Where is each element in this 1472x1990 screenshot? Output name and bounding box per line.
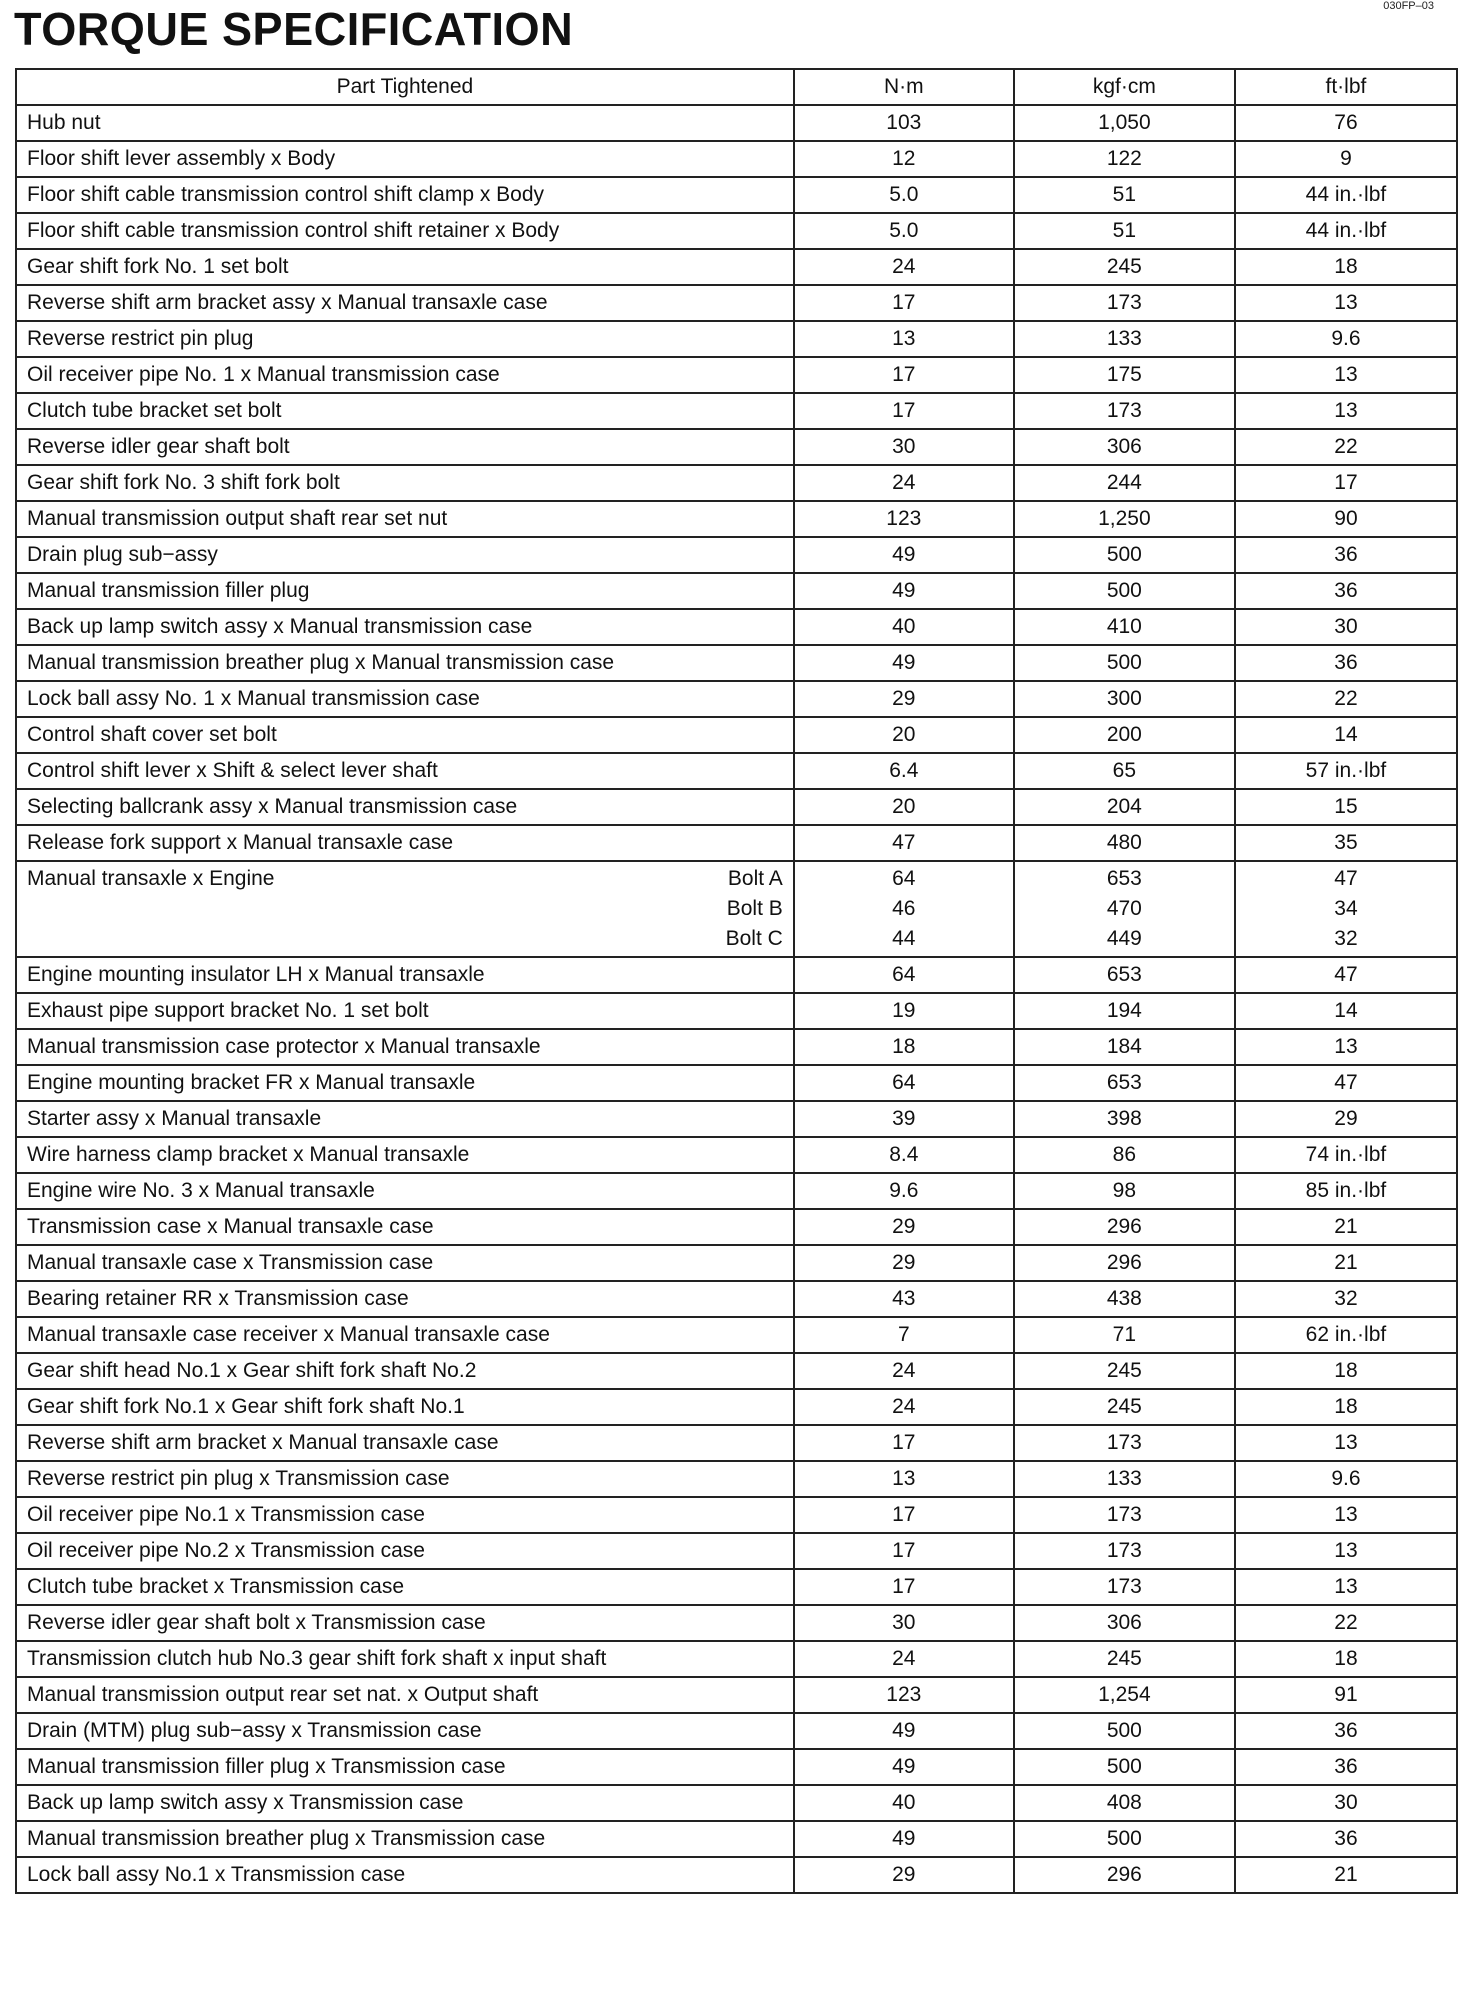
kgfcm-cell: 175 <box>1014 357 1235 393</box>
table-row <box>16 1281 1457 1317</box>
ftlbf-cell: 17 <box>1235 465 1457 501</box>
nm-cell: 64 <box>794 957 1014 993</box>
ftlbf-cell: 22 <box>1235 429 1457 465</box>
part-cell: Reverse idler gear shaft bolt <box>16 429 794 465</box>
kgfcm-cell: 173 <box>1014 1569 1235 1605</box>
page-title: TORQUE SPECIFICATION <box>14 3 574 55</box>
nm-cell: 40 <box>794 1785 1014 1821</box>
ftlbf-cell: 36 <box>1235 573 1457 609</box>
table-row <box>16 1785 1457 1821</box>
table-row <box>16 789 1457 825</box>
value: 653 <box>1106 867 1142 890</box>
part-cell: Gear shift fork No.1 x Gear shift fork shaft No.1 <box>16 1389 794 1425</box>
kgfcm-cell: 51 <box>1014 213 1235 249</box>
kgfcm-cell: 204 <box>1014 789 1235 825</box>
kgfcm-cell: 296 <box>1014 1857 1235 1893</box>
table-row <box>16 285 1457 321</box>
table-row <box>16 1569 1457 1605</box>
nm-cell: 49 <box>794 1749 1014 1785</box>
bolt-label: Bolt A <box>727 867 783 890</box>
kgfcm-cell: 653 <box>1014 1065 1235 1101</box>
value: 44 <box>892 927 916 950</box>
nm-cell: 20 <box>794 789 1014 825</box>
table-row <box>16 105 1457 141</box>
nm-cell: 24 <box>794 249 1014 285</box>
table-row <box>16 1713 1457 1749</box>
part-cell: Manual transmission breather plug x Manual transmission case <box>16 645 794 681</box>
table-row <box>16 429 1457 465</box>
kgfcm-cell: 194 <box>1014 993 1235 1029</box>
kgfcm-cell: 173 <box>1014 1425 1235 1461</box>
kgfcm-cell: 1,050 <box>1014 105 1235 141</box>
table-row <box>16 1425 1457 1461</box>
ftlbf-cell: 21 <box>1235 1857 1457 1893</box>
part-cell: Back up lamp switch assy x Manual transmission case <box>16 609 794 645</box>
part-cell: Exhaust pipe support bracket No. 1 set bolt <box>16 993 794 1029</box>
kgfcm-cell: 245 <box>1014 1641 1235 1677</box>
table-row <box>16 1677 1457 1713</box>
nm-cell: 64 <box>794 1065 1014 1101</box>
nm-cell: 13 <box>794 321 1014 357</box>
kgfcm-cell: 245 <box>1014 249 1235 285</box>
nm-cell: 29 <box>794 681 1014 717</box>
ftlbf-cell: 36 <box>1235 1749 1457 1785</box>
ftlbf-cell: 85 in.·lbf <box>1235 1173 1457 1209</box>
kgfcm-cell: 245 <box>1014 1389 1235 1425</box>
ftlbf-cell: 74 in.·lbf <box>1235 1137 1457 1173</box>
part-cell: Manual transaxle case x Transmission case <box>16 1245 794 1281</box>
table-row <box>16 1245 1457 1281</box>
nm-cell: 20 <box>794 717 1014 753</box>
ftlbf-cell: 47 <box>1235 1065 1457 1101</box>
nm-cell: 49 <box>794 573 1014 609</box>
nm-cell: 9.6 <box>794 1173 1014 1209</box>
nm-cell: 49 <box>794 645 1014 681</box>
part-cell: Back up lamp switch assy x Transmission case <box>16 1785 794 1821</box>
kgfcm-cell: 51 <box>1014 177 1235 213</box>
kgfcm-cell: 500 <box>1014 537 1235 573</box>
nm-cell: 17 <box>794 1497 1014 1533</box>
nm-cell: 13 <box>794 1461 1014 1497</box>
value: 32 <box>1334 927 1358 950</box>
kgfcm-cell: 71 <box>1014 1317 1235 1353</box>
nm-cell: 17 <box>794 1569 1014 1605</box>
part-cell: Reverse restrict pin plug <box>16 321 794 357</box>
nm-cell: 17 <box>794 1533 1014 1569</box>
part-cell: Oil receiver pipe No.1 x Transmission case <box>16 1497 794 1533</box>
table-row <box>16 1101 1457 1137</box>
part-cell: Oil receiver pipe No. 1 x Manual transmission case <box>16 357 794 393</box>
table-row <box>16 357 1457 393</box>
kgfcm-cell: 653 <box>1014 957 1235 993</box>
column-header-part: Part Tightened <box>16 69 794 105</box>
ftlbf-cell: 44 in.·lbf <box>1235 213 1457 249</box>
table-row <box>16 717 1457 753</box>
bolt-label: Bolt B <box>726 897 783 920</box>
nm-cell: 123 <box>794 501 1014 537</box>
ftlbf-cell: 18 <box>1235 1389 1457 1425</box>
ftlbf-cell: 30 <box>1235 609 1457 645</box>
nm-cell: 5.0 <box>794 213 1014 249</box>
part-cell: Lock ball assy No. 1 x Manual transmission case <box>16 681 794 717</box>
kgfcm-cell: 306 <box>1014 429 1235 465</box>
table-row <box>16 681 1457 717</box>
kgfcm-cell: 500 <box>1014 1821 1235 1857</box>
part-cell <box>16 861 794 957</box>
torque-spec-table <box>15 68 1458 1894</box>
part-cell: Drain plug sub−assy <box>16 537 794 573</box>
part-cell: Transmission clutch hub No.3 gear shift fork shaft x input shaft <box>16 1641 794 1677</box>
nm-cell: 47 <box>794 825 1014 861</box>
nm-cell: 8.4 <box>794 1137 1014 1173</box>
kgfcm-cell: 408 <box>1014 1785 1235 1821</box>
ftlbf-cell: 32 <box>1235 1281 1457 1317</box>
table-row <box>16 1173 1457 1209</box>
value: 34 <box>1334 897 1358 920</box>
ftlbf-cell: 62 in.·lbf <box>1235 1317 1457 1353</box>
ftlbf-cell <box>1235 861 1457 957</box>
kgfcm-cell: 184 <box>1014 1029 1235 1065</box>
nm-cell: 17 <box>794 1425 1014 1461</box>
ftlbf-cell: 13 <box>1235 1533 1457 1569</box>
table-row <box>16 825 1457 861</box>
nm-cell: 18 <box>794 1029 1014 1065</box>
table-row <box>16 1857 1457 1893</box>
part-cell: Oil receiver pipe No.2 x Transmission case <box>16 1533 794 1569</box>
ftlbf-cell: 36 <box>1235 537 1457 573</box>
nm-cell: 5.0 <box>794 177 1014 213</box>
nm-cell: 43 <box>794 1281 1014 1317</box>
table-row <box>16 537 1457 573</box>
part-cell: Engine wire No. 3 x Manual transaxle <box>16 1173 794 1209</box>
ftlbf-cell: 9.6 <box>1235 1461 1457 1497</box>
nm-cell: 49 <box>794 1821 1014 1857</box>
ftlbf-cell: 91 <box>1235 1677 1457 1713</box>
bolt-label: Bolt C <box>725 927 783 950</box>
kgfcm-cell: 500 <box>1014 573 1235 609</box>
table-row <box>16 1605 1457 1641</box>
part-cell: Wire harness clamp bracket x Manual transaxle <box>16 1137 794 1173</box>
value: 470 <box>1106 897 1142 920</box>
nm-cell: 29 <box>794 1245 1014 1281</box>
nm-cell: 24 <box>794 1389 1014 1425</box>
value: 64 <box>892 867 916 890</box>
table-row <box>16 1461 1457 1497</box>
nm-cell: 17 <box>794 357 1014 393</box>
ftlbf-cell: 14 <box>1235 717 1457 753</box>
ftlbf-cell: 30 <box>1235 1785 1457 1821</box>
ftlbf-cell: 21 <box>1235 1245 1457 1281</box>
column-header-nm: N·m <box>794 69 1014 105</box>
nm-cell: 12 <box>794 141 1014 177</box>
ftlbf-cell: 15 <box>1235 789 1457 825</box>
ftlbf-cell: 36 <box>1235 1713 1457 1749</box>
part-cell: Gear shift fork No. 3 shift fork bolt <box>16 465 794 501</box>
kgfcm-cell: 200 <box>1014 717 1235 753</box>
kgfcm-cell: 133 <box>1014 1461 1235 1497</box>
table-row <box>16 1317 1457 1353</box>
kgfcm-cell: 480 <box>1014 825 1235 861</box>
ftlbf-cell: 35 <box>1235 825 1457 861</box>
part-cell: Selecting ballcrank assy x Manual transmission case <box>16 789 794 825</box>
part-cell: Manual transmission filler plug x Transmission case <box>16 1749 794 1785</box>
kgfcm-cell: 244 <box>1014 465 1235 501</box>
ftlbf-cell: 36 <box>1235 645 1457 681</box>
table-row <box>16 249 1457 285</box>
part-cell: Engine mounting insulator LH x Manual transaxle <box>16 957 794 993</box>
part-cell: Hub nut <box>16 105 794 141</box>
kgfcm-cell: 173 <box>1014 285 1235 321</box>
ftlbf-cell: 22 <box>1235 1605 1457 1641</box>
table-row <box>16 321 1457 357</box>
kgfcm-cell: 86 <box>1014 1137 1235 1173</box>
table-header-row <box>16 69 1457 105</box>
table-row <box>16 1065 1457 1101</box>
part-cell: Lock ball assy No.1 x Transmission case <box>16 1857 794 1893</box>
part-cell: Manual transmission breather plug x Transmission case <box>16 1821 794 1857</box>
nm-cell: 19 <box>794 993 1014 1029</box>
kgfcm-cell: 438 <box>1014 1281 1235 1317</box>
nm-cell: 49 <box>794 537 1014 573</box>
table-row <box>16 993 1457 1029</box>
nm-cell: 17 <box>794 285 1014 321</box>
ftlbf-cell: 18 <box>1235 1641 1457 1677</box>
table-row-multi-bolt <box>16 861 1457 957</box>
kgfcm-cell: 296 <box>1014 1245 1235 1281</box>
ftlbf-cell: 47 <box>1235 957 1457 993</box>
kgfcm-cell: 245 <box>1014 1353 1235 1389</box>
ftlbf-cell: 76 <box>1235 105 1457 141</box>
part-cell: Reverse idler gear shaft bolt x Transmission case <box>16 1605 794 1641</box>
nm-cell: 17 <box>794 393 1014 429</box>
nm-cell: 103 <box>794 105 1014 141</box>
kgfcm-cell: 410 <box>1014 609 1235 645</box>
table-row <box>16 609 1457 645</box>
table-row <box>16 141 1457 177</box>
part-label: Manual transaxle x Engine <box>27 867 275 890</box>
value: 47 <box>1334 867 1358 890</box>
kgfcm-cell: 300 <box>1014 681 1235 717</box>
part-cell: Starter assy x Manual transaxle <box>16 1101 794 1137</box>
table-row <box>16 177 1457 213</box>
ftlbf-cell: 9.6 <box>1235 321 1457 357</box>
nm-cell: 29 <box>794 1857 1014 1893</box>
table-row <box>16 465 1457 501</box>
kgfcm-cell: 500 <box>1014 1713 1235 1749</box>
part-cell: Release fork support x Manual transaxle case <box>16 825 794 861</box>
kgfcm-cell: 398 <box>1014 1101 1235 1137</box>
nm-cell: 7 <box>794 1317 1014 1353</box>
ftlbf-cell: 21 <box>1235 1209 1457 1245</box>
nm-cell: 24 <box>794 465 1014 501</box>
ftlbf-cell: 9 <box>1235 141 1457 177</box>
table-row <box>16 213 1457 249</box>
kgfcm-cell: 500 <box>1014 1749 1235 1785</box>
column-header-kgfcm: kgf·cm <box>1014 69 1235 105</box>
ftlbf-cell: 13 <box>1235 1497 1457 1533</box>
table-row <box>16 1821 1457 1857</box>
nm-cell: 30 <box>794 1605 1014 1641</box>
nm-cell: 40 <box>794 609 1014 645</box>
part-cell: Drain (MTM) plug sub−assy x Transmission case <box>16 1713 794 1749</box>
kgfcm-cell: 1,254 <box>1014 1677 1235 1713</box>
ftlbf-cell: 14 <box>1235 993 1457 1029</box>
kgfcm-cell: 173 <box>1014 1533 1235 1569</box>
kgfcm-cell: 296 <box>1014 1209 1235 1245</box>
ftlbf-cell: 13 <box>1235 285 1457 321</box>
nm-cell: 6.4 <box>794 753 1014 789</box>
table-row <box>16 1029 1457 1065</box>
nm-cell: 30 <box>794 429 1014 465</box>
table-row <box>16 957 1457 993</box>
kgfcm-cell: 173 <box>1014 393 1235 429</box>
kgfcm-cell: 98 <box>1014 1173 1235 1209</box>
kgfcm-cell: 500 <box>1014 645 1235 681</box>
part-cell: Clutch tube bracket x Transmission case <box>16 1569 794 1605</box>
kgfcm-cell: 306 <box>1014 1605 1235 1641</box>
kgfcm-cell: 122 <box>1014 141 1235 177</box>
table-row <box>16 1353 1457 1389</box>
ftlbf-cell: 36 <box>1235 1821 1457 1857</box>
table-row <box>16 1209 1457 1245</box>
ftlbf-cell: 18 <box>1235 1353 1457 1389</box>
table-row <box>16 1137 1457 1173</box>
table-row <box>16 1533 1457 1569</box>
part-cell: Manual transmission output shaft rear set nut <box>16 501 794 537</box>
part-cell: Clutch tube bracket set bolt <box>16 393 794 429</box>
part-cell: Floor shift cable transmission control shift clamp x Body <box>16 177 794 213</box>
part-cell: Bearing retainer RR x Transmission case <box>16 1281 794 1317</box>
table-row <box>16 1497 1457 1533</box>
part-cell: Control shift lever x Shift & select lever shaft <box>16 753 794 789</box>
kgfcm-cell: 173 <box>1014 1497 1235 1533</box>
table-row <box>16 753 1457 789</box>
kgfcm-cell: 133 <box>1014 321 1235 357</box>
ftlbf-cell: 44 in.·lbf <box>1235 177 1457 213</box>
part-cell: Floor shift cable transmission control shift retainer x Body <box>16 213 794 249</box>
ftlbf-cell: 13 <box>1235 1029 1457 1065</box>
nm-cell: 123 <box>794 1677 1014 1713</box>
table-row <box>16 1749 1457 1785</box>
nm-cell: 29 <box>794 1209 1014 1245</box>
part-cell: Gear shift fork No. 1 set bolt <box>16 249 794 285</box>
table-row <box>16 393 1457 429</box>
value: 449 <box>1106 927 1142 950</box>
nm-cell: 24 <box>794 1353 1014 1389</box>
ftlbf-cell: 90 <box>1235 501 1457 537</box>
ftlbf-cell: 13 <box>1235 1425 1457 1461</box>
part-cell: Reverse restrict pin plug x Transmission case <box>16 1461 794 1497</box>
part-cell: Control shaft cover set bolt <box>16 717 794 753</box>
part-cell: Manual transmission output rear set nat. x Output shaft <box>16 1677 794 1713</box>
part-cell: Floor shift lever assembly x Body <box>16 141 794 177</box>
nm-cell <box>794 861 1014 957</box>
kgfcm-cell: 65 <box>1014 753 1235 789</box>
table-body <box>16 105 1457 1893</box>
ftlbf-cell: 18 <box>1235 249 1457 285</box>
table-row <box>16 573 1457 609</box>
kgfcm-cell: 1,250 <box>1014 501 1235 537</box>
table-row <box>16 645 1457 681</box>
part-cell: Reverse shift arm bracket x Manual transaxle case <box>16 1425 794 1461</box>
nm-cell: 49 <box>794 1713 1014 1749</box>
nm-cell: 39 <box>794 1101 1014 1137</box>
ftlbf-cell: 22 <box>1235 681 1457 717</box>
kgfcm-cell <box>1014 861 1235 957</box>
part-cell: Transmission case x Manual transaxle case <box>16 1209 794 1245</box>
value: 46 <box>892 897 916 920</box>
ftlbf-cell: 13 <box>1235 1569 1457 1605</box>
part-cell: Engine mounting bracket FR x Manual transaxle <box>16 1065 794 1101</box>
ftlbf-cell: 13 <box>1235 393 1457 429</box>
column-header-ftlbf: ft·lbf <box>1235 69 1457 105</box>
table-row <box>16 1641 1457 1677</box>
part-cell: Reverse shift arm bracket assy x Manual transaxle case <box>16 285 794 321</box>
ftlbf-cell: 57 in.·lbf <box>1235 753 1457 789</box>
nm-cell: 24 <box>794 1641 1014 1677</box>
document-code: 030FP–03 <box>1383 0 1434 12</box>
table-row <box>16 1389 1457 1425</box>
part-cell: Manual transaxle case receiver x Manual transaxle case <box>16 1317 794 1353</box>
ftlbf-cell: 13 <box>1235 357 1457 393</box>
ftlbf-cell: 29 <box>1235 1101 1457 1137</box>
part-cell: Gear shift head No.1 x Gear shift fork shaft No.2 <box>16 1353 794 1389</box>
part-cell: Manual transmission case protector x Manual transaxle <box>16 1029 794 1065</box>
table-row <box>16 501 1457 537</box>
part-cell: Manual transmission filler plug <box>16 573 794 609</box>
